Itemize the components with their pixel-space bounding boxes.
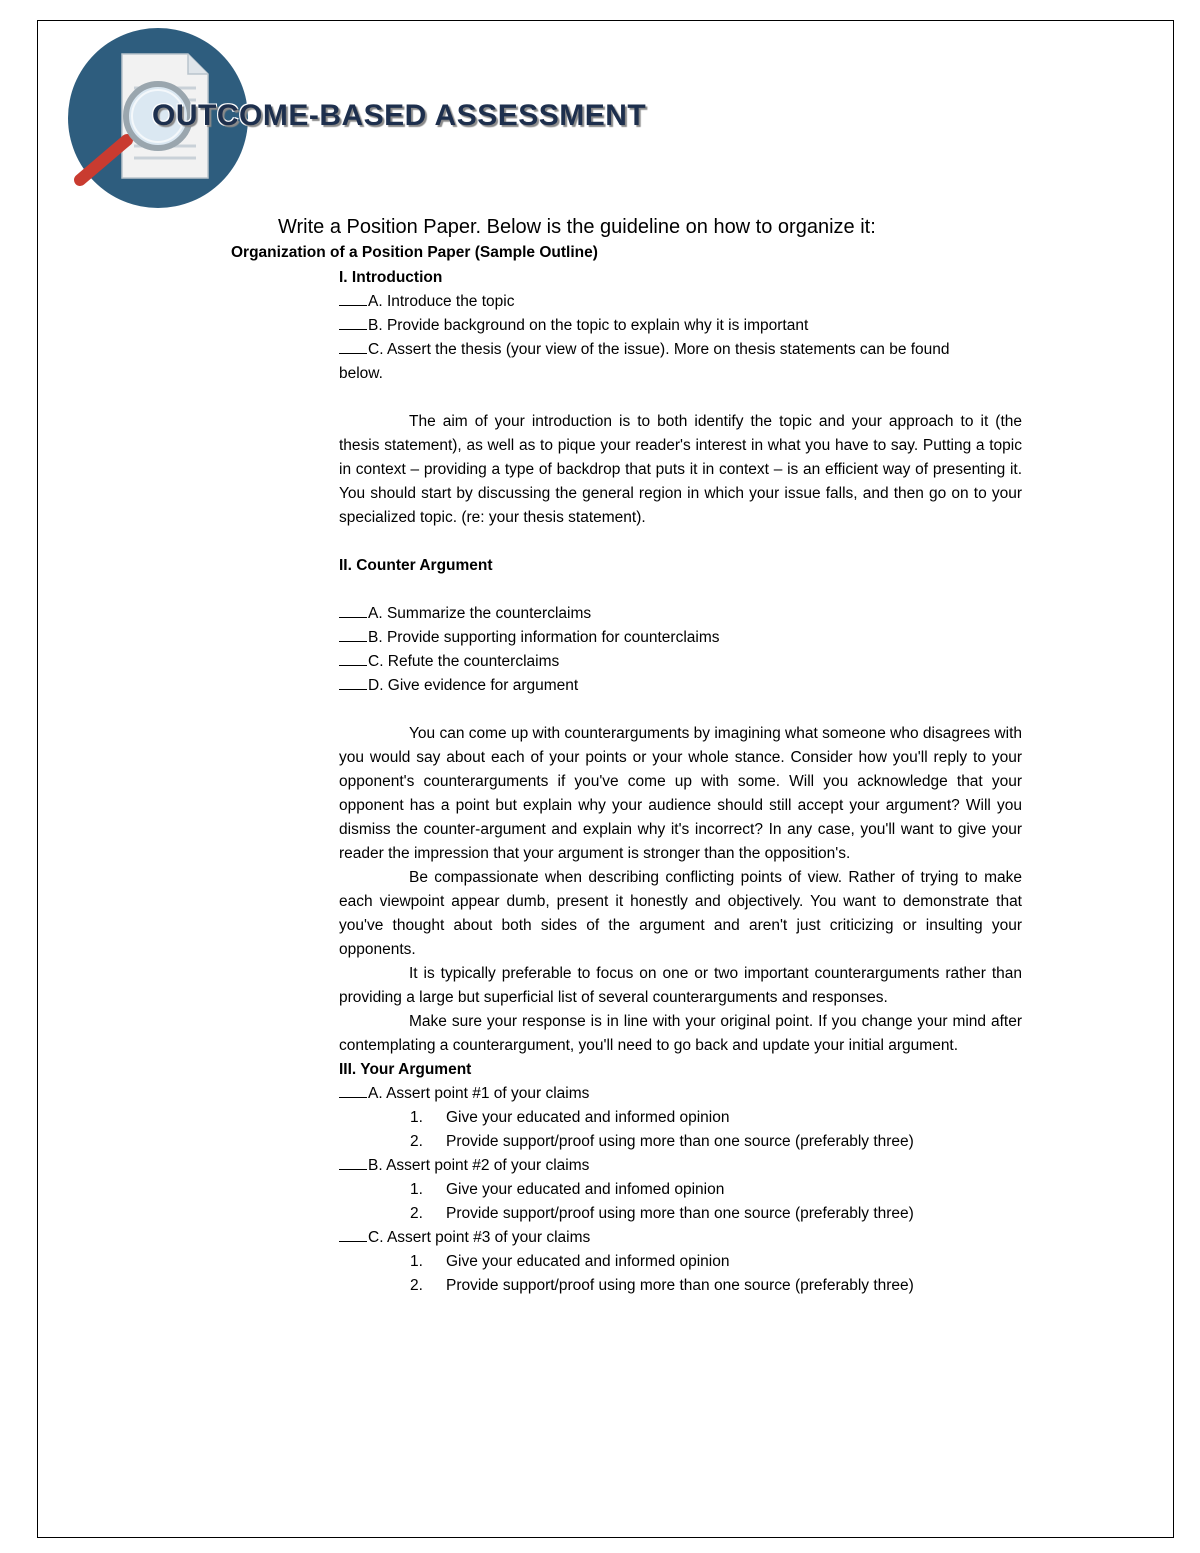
section-title-introduction: I. Introduction [339,269,443,286]
numbered-item: 1. Give your educated and informed opinion [410,1253,730,1270]
fill-blank [339,627,367,642]
outline-item: B. Provide background on the topic to explain why it is important [339,314,1022,338]
numbered-item: 1. Give your educated and infomed opinion [410,1181,725,1198]
outline-item: A. Summarize the counterclaims [339,602,1022,626]
fill-blank [339,651,367,666]
counter-paragraph: Make sure your response is in line with your original point. If you change your mind after contemplating a counterargument, you'll need to go back and update your initial argument. [339,1013,1022,1054]
outline-item-continuation: below. [339,365,383,382]
fill-blank [339,315,367,330]
outline-item: A. Assert point #1 of your claims [339,1082,1022,1106]
outline-item: B. Assert point #2 of your claims [339,1154,1022,1178]
numbered-item: 2. Provide support/proof using more than one source (preferably three) [410,1133,914,1150]
fill-blank [339,603,367,618]
section-title-counter-argument: II. Counter Argument [339,557,493,574]
fill-blank [339,291,367,306]
outline-item: A. Introduce the topic [339,290,1022,314]
fill-blank [339,1227,367,1242]
fill-blank [339,339,367,354]
intro-paragraph: The aim of your introduction is to both identify the topic and your approach to it (the thesis statement), as well as to pique your reader's interest in what you have to say. Putting a topic in context – providing a type of backdrop that puts it in context – is an efficient way of presenting it. You should start by discussing the general region in which your issue falls, and then go on to your specialized topic. (re: your thesis statement). [339,413,1022,526]
outline-item: B. Provide supporting information for counterclaims [339,626,1022,650]
outline-item: D. Give evidence for argument [339,674,1022,698]
outline-item: C. Refute the counterclaims [339,650,1022,674]
outline-content [339,266,1022,1298]
page-heading: Write a Position Paper. Below is the guideline on how to organize it: [278,216,876,238]
logo-title: OUTCOME-BASED ASSESSMENT [152,99,647,132]
outcome-based-assessment-logo [60,28,660,208]
fill-blank [339,1083,367,1098]
numbered-item: 2. Provide support/proof using more than one source (preferably three) [410,1205,914,1222]
counter-paragraph: It is typically preferable to focus on one or two important counterarguments rather than providing a large but superficial list of several counterarguments and responses. [339,965,1022,1006]
counter-paragraph: Be compassionate when describing conflicting points of view. Rather of trying to make each viewpoint appear dumb, present it honestly and objectively. You want to demonstrate that you've thought about both sides of the argument and aren't just criticizing or insulting your opponents. [339,869,1022,958]
outline-item: C. Assert point #3 of your claims [339,1226,1022,1250]
numbered-item: 2. Provide support/proof using more than one source (preferably three) [410,1277,914,1294]
fill-blank [339,1155,367,1170]
numbered-item: 1. Give your educated and informed opinion [410,1109,730,1126]
outline-subheading: Organization of a Position Paper (Sample Outline) [231,244,598,261]
counter-paragraph: You can come up with counterarguments by imagining what someone who disagrees with you would say about each of your points or your whole stance. Consider how you'll reply to your opponent's counterarguments if you've come up with some. Will you acknowledge that your opponent has a point but explain why your audience should still accept your argument? Will you dismiss the counter-argument and explain why it's incorrect? In any case, you'll want to give your reader the impression that your argument is stronger than the opposition's. [339,725,1022,862]
section-title-your-argument: III. Your Argument [339,1061,472,1078]
fill-blank [339,675,367,690]
outline-item: C. Assert the thesis (your view of the issue). More on thesis statements can be found [339,338,1022,362]
